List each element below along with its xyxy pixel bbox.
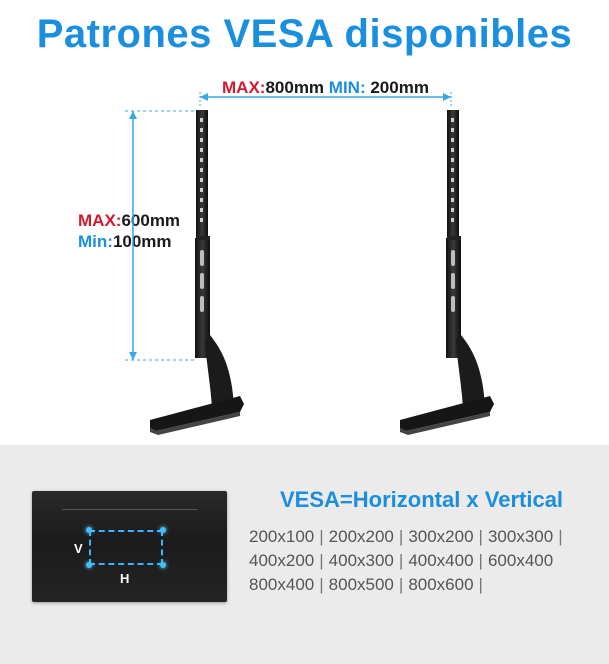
width-max-value: 800mm (265, 78, 325, 97)
vesa-size-row: 200x100 | 200x200 | 300x200 | 300x300 | (249, 527, 563, 546)
width-dimension-line (200, 92, 451, 108)
vesa-size: 600x400 (487, 551, 554, 570)
width-max-key: MAX: (222, 78, 266, 97)
vesa-size: 300x300 (487, 527, 554, 546)
vesa-size: 800x400 (249, 575, 315, 594)
width-min-key: MIN: (328, 78, 366, 97)
vesa-size: 400x400 (408, 551, 474, 570)
mount-hole-bottom-left (86, 562, 92, 568)
height-max-key: MAX: (78, 211, 122, 230)
vesa-size-row: 400x200 | 400x300 | 400x400 | 600x400 (249, 551, 554, 570)
vesa-size: 800x500 (328, 575, 394, 594)
vesa-size: 200x200 (328, 527, 394, 546)
vesa-size: 800x600 (408, 575, 474, 594)
width-min-value: 200mm (365, 78, 429, 97)
height-min-value: 100mm (112, 232, 172, 251)
divider-line (62, 509, 197, 510)
vesa-hole-pattern (89, 530, 163, 565)
horizontal-label: H (120, 571, 130, 586)
vesa-heading: VESA=Horizontal x Vertical (280, 487, 564, 512)
page-title: Patrones VESA disponibles (36, 12, 573, 56)
vesa-size: 400x200 (249, 551, 315, 570)
mount-hole-top-right (160, 527, 166, 533)
height-min-key: Min: (78, 232, 113, 251)
vesa-size-list (249, 525, 599, 597)
vesa-size: 400x300 (328, 551, 394, 570)
right-stand (400, 110, 494, 435)
vertical-label: V (74, 541, 83, 556)
left-stand (150, 110, 244, 435)
height-max-value: 600mm (121, 211, 181, 230)
height-dimension-line (125, 111, 196, 360)
vesa-size: 200x100 (249, 527, 315, 546)
vesa-size-row: 800x400 | 800x500 | 800x600 | (249, 575, 483, 594)
vesa-size: 300x200 (408, 527, 474, 546)
tv-back-diagram (32, 491, 227, 602)
mount-hole-bottom-right (160, 562, 166, 568)
mount-hole-top-left (86, 527, 92, 533)
